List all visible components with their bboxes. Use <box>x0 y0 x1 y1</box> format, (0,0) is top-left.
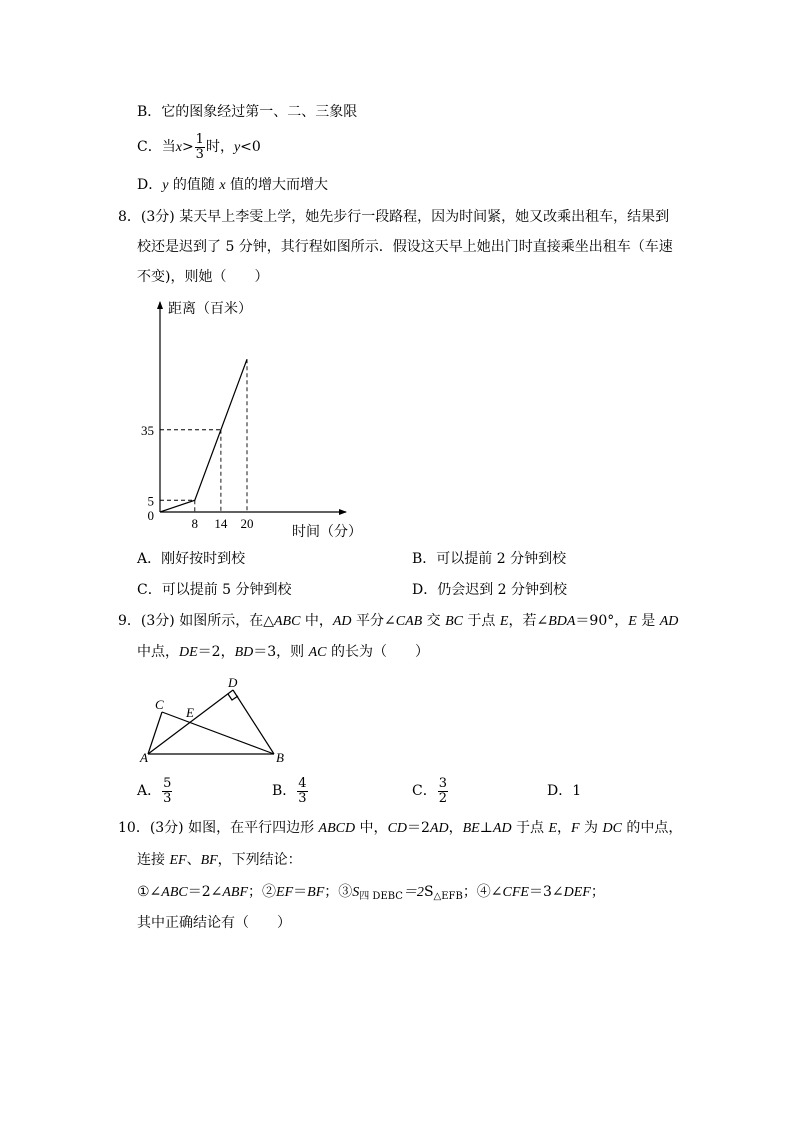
vertex-b-label: B <box>276 750 284 765</box>
q10-question: 其中正确结论有（ ） <box>137 915 291 931</box>
x-axis-title: 时间（分） <box>292 525 362 540</box>
origin-label: 0 <box>147 508 154 523</box>
q8-option-d: D．仍会迟到 2 分钟到校 <box>412 582 568 598</box>
q8-stem-line-1: 8．(3分) 某天早上李雯上学，她先步行一段路程，因为时间紧，她又改乘出租车，结果到 <box>118 209 670 225</box>
q10-conclusions: ①∠ABC＝2∠ABF；②EF＝BF；$③S_{四 DEBC}=2S_{\triangle EFB}$；④∠CFE＝3∠DEF； <box>137 884 605 902</box>
q7-option-b: B．它的图象经过第一、二、三象限 <box>137 104 358 120</box>
q10-stem-line-1: 10．(3分) 如图，在平行四边形 ABCD 中，CD＝2AD，BE⊥AD 于点 E，F 为 DC 的中点， <box>118 820 683 836</box>
vertex-a-label: A <box>140 750 148 765</box>
vertex-d-label: D <box>228 675 238 690</box>
fraction-one-third: $\frac{1}{3}$ <box>195 131 204 162</box>
q9-stem-line-2: 中点，DE＝2，BD＝3，则 AC 的长为（ ） <box>137 644 429 660</box>
q9-option-b: B． $\frac{4}{3}$ <box>272 775 307 806</box>
q8-stem-line-2: 校还是迟到了 5 分钟，其行程如图所示．假设这天早上她出门时直接乘坐出租车（车速 <box>137 239 673 255</box>
q8-stem-line-3: 不变)，则她（ ） <box>137 269 269 285</box>
triangle-figure <box>138 674 288 768</box>
q9-option-a: A． $\frac{5}{3}$ <box>137 775 172 806</box>
q10-stem-line-2: 连接 EF、BF，下列结论： <box>137 852 302 868</box>
q9-option-d: D．1 <box>547 783 582 799</box>
q7-option-c: C．当x> $\frac{1}{3}$ 时，y<0 <box>137 131 261 162</box>
x-tick-label-20: 20 <box>240 516 254 531</box>
q9-option-c: C． $\frac{3}{2}$ <box>412 775 447 806</box>
q7-option-d: D．y 的值随 x 值的增大而增大 <box>137 177 329 193</box>
point-e-label: E <box>186 705 194 720</box>
x-tick-label-14: 14 <box>214 516 228 531</box>
x-tick-label-8: 8 <box>191 516 199 531</box>
q8-option-b: B．可以提前 2 分钟到校 <box>412 551 567 567</box>
y-axis-title: 距离（百米） <box>168 302 252 317</box>
y-tick-label-5: 5 <box>147 493 154 509</box>
distance-series-line <box>160 359 247 512</box>
q9-stem-line-1: 9．(3分) 如图所示，在△ABC 中，AD 平分∠CAB 交 BC 于点 E，若∠BDA＝90°，E 是 AD <box>118 613 679 629</box>
q8-option-c: C．可以提前 5 分钟到校 <box>137 582 292 598</box>
y-tick-label-35: 35 <box>141 422 154 438</box>
q8-option-a: A．刚好按时到校 <box>137 551 246 567</box>
vertex-c-label: C <box>155 697 164 712</box>
